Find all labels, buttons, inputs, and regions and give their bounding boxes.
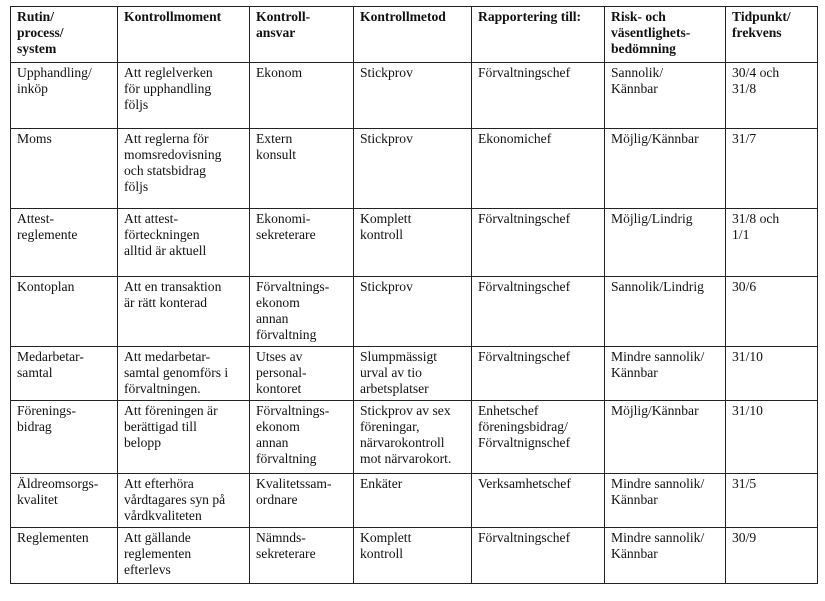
cell-control-method: Komplett kontroll	[354, 209, 472, 277]
header-timing-frequency: Tidpunkt/ frekvens	[726, 7, 818, 63]
cell-timing-frequency: 31/10	[726, 401, 818, 474]
cell-control-responsibility: Nämnds- sekreterare	[250, 528, 354, 584]
table-header-row	[11, 7, 818, 63]
cell-risk-assessment: Möjlig/Lindrig	[605, 209, 726, 277]
cell-timing-frequency: 30/6	[726, 277, 818, 347]
cell-risk-assessment: Mindre sannolik/ Kännbar	[605, 347, 726, 401]
table-row	[11, 401, 818, 474]
cell-routine: Medarbetar- samtal	[11, 347, 118, 401]
cell-control-responsibility: Ekonom	[250, 63, 354, 129]
header-risk-assessment: Risk- och väsentlighets- bedömning	[605, 7, 726, 63]
header-routine: Rutin/ process/ system	[11, 7, 118, 63]
cell-routine: Förenings- bidrag	[11, 401, 118, 474]
table-row	[11, 347, 818, 401]
cell-control-method: Stickprov	[354, 277, 472, 347]
cell-reporting-to: Förvaltningschef	[472, 528, 605, 584]
cell-control-method: Slumpmässigt urval av tio arbetsplatser	[354, 347, 472, 401]
cell-timing-frequency: 31/8 och 1/1	[726, 209, 818, 277]
table-row	[11, 528, 818, 584]
cell-routine: Moms	[11, 129, 118, 209]
cell-control-moment: Att reglerna för momsredovisning och statsbidrag följs	[118, 129, 250, 209]
table-row	[11, 277, 818, 347]
cell-control-responsibility: Extern konsult	[250, 129, 354, 209]
table-row	[11, 209, 818, 277]
cell-control-moment: Att föreningen är berättigad till belopp	[118, 401, 250, 474]
cell-control-method: Stickprov	[354, 63, 472, 129]
cell-control-moment: Att en transaktion är rätt konterad	[118, 277, 250, 347]
cell-control-method: Stickprov	[354, 129, 472, 209]
cell-control-moment: Att gällande reglementen efterlevs	[118, 528, 250, 584]
header-control-responsibility: Kontroll- ansvar	[250, 7, 354, 63]
cell-control-method: Stickprov av sex föreningar, närvarokontroll mot närvarokort.	[354, 401, 472, 474]
cell-control-method: Enkäter	[354, 474, 472, 528]
cell-risk-assessment: Möjlig/Kännbar	[605, 401, 726, 474]
cell-routine: Kontoplan	[11, 277, 118, 347]
cell-control-responsibility: Kvalitetssam- ordnare	[250, 474, 354, 528]
header-control-method: Kontrollmetod	[354, 7, 472, 63]
cell-control-responsibility: Förvaltnings- ekonom annan förvaltning	[250, 277, 354, 347]
cell-risk-assessment: Sannolik/Lindrig	[605, 277, 726, 347]
control-plan-table	[10, 6, 818, 584]
table-row	[11, 129, 818, 209]
cell-control-moment: Att medarbetar- samtal genomförs i förvaltningen.	[118, 347, 250, 401]
cell-risk-assessment: Mindre sannolik/ Kännbar	[605, 528, 726, 584]
cell-timing-frequency: 31/10	[726, 347, 818, 401]
cell-routine: Reglementen	[11, 528, 118, 584]
cell-routine: Upphandling/ inköp	[11, 63, 118, 129]
cell-control-responsibility: Ekonomi- sekreterare	[250, 209, 354, 277]
cell-timing-frequency: 31/5	[726, 474, 818, 528]
header-reporting-to: Rapportering till:	[472, 7, 605, 63]
cell-control-method: Komplett kontroll	[354, 528, 472, 584]
cell-control-moment: Att efterhöra vårdtagares syn på vårdkvaliteten	[118, 474, 250, 528]
cell-risk-assessment: Mindre sannolik/ Kännbar	[605, 474, 726, 528]
cell-reporting-to: Förvaltningschef	[472, 209, 605, 277]
cell-reporting-to: Förvaltningschef	[472, 277, 605, 347]
table-row	[11, 63, 818, 129]
cell-control-responsibility: Förvaltnings- ekonom annan förvaltning	[250, 401, 354, 474]
cell-reporting-to: Förvaltningschef	[472, 63, 605, 129]
header-control-moment: Kontrollmoment	[118, 7, 250, 63]
cell-timing-frequency: 31/7	[726, 129, 818, 209]
cell-control-responsibility: Utses av personal- kontoret	[250, 347, 354, 401]
cell-timing-frequency: 30/4 och 31/8	[726, 63, 818, 129]
cell-reporting-to: Enhetschef föreningsbidrag/ Förvaltnignschef	[472, 401, 605, 474]
cell-reporting-to: Förvaltningschef	[472, 347, 605, 401]
cell-reporting-to: Ekonomichef	[472, 129, 605, 209]
table-row	[11, 474, 818, 528]
cell-routine: Attest- reglemente	[11, 209, 118, 277]
cell-timing-frequency: 30/9	[726, 528, 818, 584]
cell-risk-assessment: Möjlig/Kännbar	[605, 129, 726, 209]
cell-control-moment: Att attest- förteckningen alltid är aktuell	[118, 209, 250, 277]
cell-reporting-to: Verksamhetschef	[472, 474, 605, 528]
cell-risk-assessment: Sannolik/ Kännbar	[605, 63, 726, 129]
cell-control-moment: Att reglelverken för upphandling följs	[118, 63, 250, 129]
cell-routine: Äldreomsorgs- kvalitet	[11, 474, 118, 528]
